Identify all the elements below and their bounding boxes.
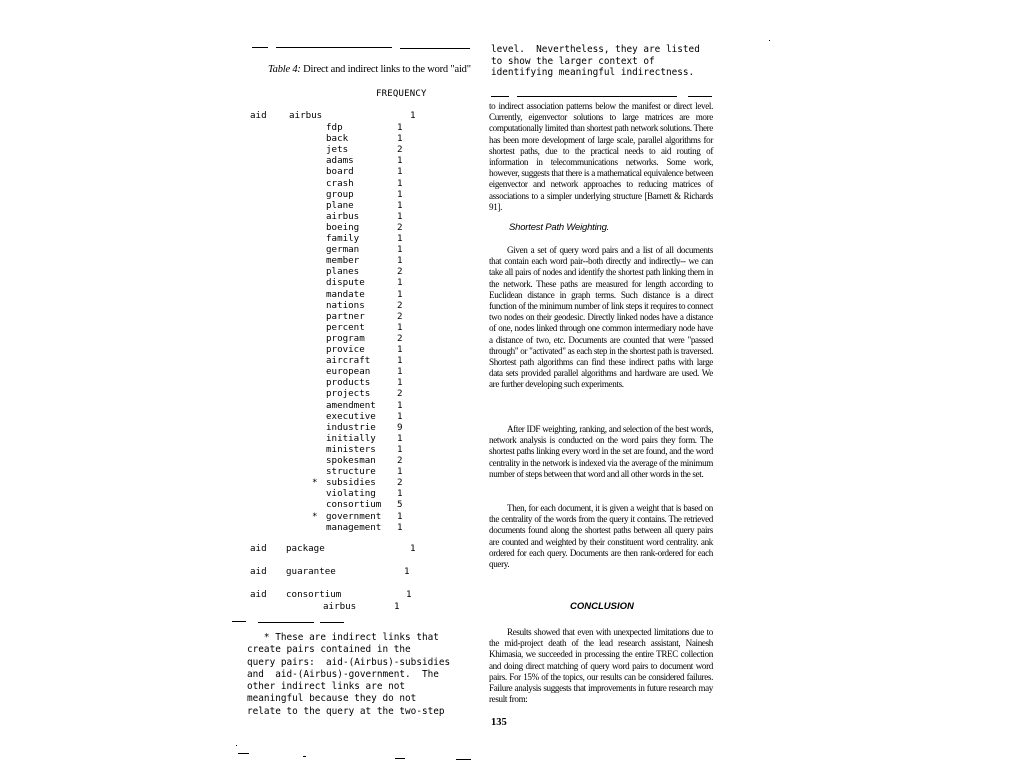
indirect-frequency: 1 bbox=[397, 210, 403, 222]
page-number: 135 bbox=[491, 717, 507, 728]
indirect-frequency: 2 bbox=[397, 266, 403, 278]
indirect-frequency: 1 bbox=[397, 344, 403, 355]
indirect-frequency: 1 bbox=[397, 244, 403, 256]
indirect-frequency: 1 bbox=[397, 188, 403, 200]
scan-rule bbox=[320, 622, 344, 623]
indirect-frequency: 1 bbox=[397, 488, 403, 500]
indirect-word: european bbox=[326, 366, 371, 378]
indirect-frequency: 2 bbox=[397, 332, 403, 344]
indirect-word: boeing bbox=[326, 221, 360, 233]
frequency-column-header: FREQUENCY bbox=[376, 89, 427, 99]
indirect-word: management bbox=[326, 521, 382, 533]
indirect-frequency: 1 bbox=[397, 122, 403, 133]
footnote-marker: * bbox=[312, 477, 318, 489]
linked-word: guarantee bbox=[286, 566, 336, 577]
paragraph: Results showed that even with unexpected limitations due to the mid-project death of the lead research assistant, Nainesh Khimasia, we succeeded in processing the entire TREC collection and doing direct matching of query word pairs to document word pairs. For 15% of the topics, our results can be considered failures. Failure analysis suggests that improvements in future research may result from: bbox=[489, 627, 713, 705]
indirect-word: crash bbox=[326, 177, 354, 189]
indirect-word: family bbox=[326, 233, 360, 244]
indirect-frequency: 1 bbox=[397, 432, 403, 444]
indirect-word: spokesman bbox=[326, 455, 376, 466]
indirect-frequency: 1 bbox=[397, 521, 403, 533]
query-word: aid bbox=[250, 566, 267, 577]
linked-word: consortium bbox=[286, 589, 342, 600]
indirect-frequency: 1 bbox=[394, 601, 400, 612]
indirect-frequency: 1 bbox=[397, 399, 403, 411]
scan-rule bbox=[252, 47, 268, 48]
section-heading-conclusion: CONCLUSION bbox=[570, 601, 634, 612]
link-frequency: 1 bbox=[406, 589, 412, 600]
scan-rule bbox=[517, 96, 677, 97]
indirect-frequency: 1 bbox=[397, 199, 403, 211]
query-word: aid bbox=[250, 543, 267, 554]
paragraph: Then, for each document, it is given a weight that is based on the centrality of the words from the query it contains. The retrieved documents found along the shortest paths between all query pairs are counted and weighted by their constituent word centrality. ank ordered for each query. Documents are then rank-ordered for each query. bbox=[489, 503, 713, 570]
table-caption bbox=[268, 64, 471, 75]
indirect-word: products bbox=[326, 377, 371, 389]
scan-speck bbox=[769, 40, 770, 41]
indirect-frequency: 1 bbox=[397, 321, 403, 333]
indirect-word: amendment bbox=[326, 399, 376, 411]
scan-rule bbox=[456, 759, 471, 760]
indirect-word: back bbox=[326, 133, 349, 145]
indirect-word: jets bbox=[326, 144, 349, 156]
indirect-word: industrie bbox=[326, 421, 376, 433]
indirect-word: percent bbox=[326, 321, 365, 333]
indirect-word: subsidies bbox=[326, 477, 376, 489]
indirect-frequency: 1 bbox=[397, 277, 403, 289]
indirect-word: program bbox=[326, 332, 365, 344]
scan-rule bbox=[258, 622, 314, 623]
indirect-word: planes bbox=[326, 266, 360, 278]
indirect-frequency: 1 bbox=[397, 233, 403, 244]
indirect-word: initially bbox=[326, 432, 376, 444]
indirect-word: executive bbox=[326, 410, 376, 422]
indirect-frequency: 5 bbox=[397, 499, 403, 511]
indirect-word: aircraft bbox=[326, 355, 371, 367]
indirect-word: board bbox=[326, 166, 354, 178]
indirect-frequency: 2 bbox=[397, 455, 403, 466]
indirect-frequency: 1 bbox=[397, 133, 403, 145]
indirect-word: provice bbox=[326, 344, 365, 355]
indirect-word: airbus bbox=[326, 210, 360, 222]
indirect-frequency: 2 bbox=[397, 144, 403, 156]
scan-rule bbox=[688, 96, 712, 97]
query-word: aid bbox=[250, 110, 267, 121]
scan-rule bbox=[491, 96, 509, 97]
linked-word: package bbox=[286, 543, 325, 554]
indirect-word: government bbox=[326, 510, 382, 522]
scan-rule bbox=[276, 47, 392, 48]
indirect-frequency: 1 bbox=[397, 177, 403, 189]
indirect-frequency: 1 bbox=[397, 377, 403, 389]
indirect-word: partner bbox=[326, 310, 365, 322]
indirect-frequency: 1 bbox=[397, 155, 403, 167]
indirect-word: consortium bbox=[326, 499, 382, 511]
table-caption-text: Direct and indirect links to the word "aid" bbox=[303, 64, 471, 75]
indirect-word: group bbox=[326, 188, 354, 200]
indirect-word: violating bbox=[326, 488, 376, 500]
scan-speck bbox=[236, 745, 237, 746]
indirect-word: member bbox=[326, 255, 360, 267]
scan-rule bbox=[238, 753, 249, 754]
indirect-frequency: 2 bbox=[397, 310, 403, 322]
indirect-frequency: 1 bbox=[397, 288, 403, 300]
indirect-word: mandate bbox=[326, 288, 365, 300]
scan-rule bbox=[400, 48, 470, 49]
indirect-frequency: 1 bbox=[397, 510, 403, 522]
indirect-frequency: 1 bbox=[397, 166, 403, 178]
scan-rule bbox=[395, 758, 405, 759]
link-frequency: 1 bbox=[410, 543, 416, 554]
indirect-frequency: 2 bbox=[397, 299, 403, 311]
indirect-frequency: 1 bbox=[397, 410, 403, 422]
query-word: aid bbox=[250, 589, 267, 600]
indirect-word: fdp bbox=[326, 122, 343, 133]
link-frequency: 1 bbox=[410, 110, 416, 121]
indirect-frequency: 1 bbox=[397, 355, 403, 367]
indirect-word: airbus bbox=[323, 601, 357, 612]
indirect-word: german bbox=[326, 244, 360, 256]
scan-rule bbox=[232, 621, 246, 622]
paragraph: After IDF weighting, ranking, and selection of the best words, network analysis is conducted on the word pairs they form. The shortest paths linking every word in the set are found, and the word centrality in the network is indexed via the average of the minimum number of steps between that word and all other words in the set. bbox=[489, 424, 713, 479]
indirect-frequency: 2 bbox=[397, 221, 403, 233]
indirect-word: nations bbox=[326, 299, 365, 311]
indirect-word: ministers bbox=[326, 443, 376, 455]
indirect-frequency: 1 bbox=[397, 443, 403, 455]
paragraph: to indirect association patterns below the manifest or direct level. Currently, eigenvector solutions to large matrices are more computationally limited than shortest path network solutions. There has been more development of large scale, parallel algorithms for shortest paths, due to the practical needs to aid routing of information in telecommunications networks. Some work, however, suggests that there is a mathematical equivalence between eigenvector and network approaches to reducing matrices of associations to a simpler underlying structure [Barnett & Richards 91]. bbox=[489, 101, 713, 212]
indirect-frequency: 2 bbox=[397, 388, 403, 400]
link-frequency: 1 bbox=[404, 566, 410, 577]
footnote-marker: * bbox=[312, 510, 318, 522]
indirect-word: plane bbox=[326, 199, 354, 211]
table-footnote: * These are indirect links that create pairs contained in the query pairs: aid-(Airbus)-subsidies and aid-(Airbus)-government. The other indirect links are not meaningful because they do not relate to the query at the two-step bbox=[247, 632, 451, 717]
scan-speck bbox=[303, 756, 306, 757]
section-heading-shortest-path: Shortest Path Weighting. bbox=[509, 222, 610, 233]
indirect-frequency: 1 bbox=[397, 466, 403, 478]
footnote-continued: level. Nevertheless, they are listed to show the larger context of identifying meaningful indirectness. bbox=[491, 44, 700, 79]
indirect-frequency: 1 bbox=[397, 366, 403, 378]
indirect-word: dispute bbox=[326, 277, 365, 289]
indirect-frequency: 9 bbox=[397, 421, 403, 433]
paragraph: Given a set of query word pairs and a list of all documents that contain each word pair--both directly and indirectly-- we can take all pairs of nodes and identify the shortest path linking them in the network. These paths are measured for length according to Euclidean distance in graph terms. Such distance is a direct function of the minimum number of link steps it requires to connect two nodes on their geodesic. Directly linked nodes have a distance of one, nodes linked through one common intermediary node have a distance of two, etc. Documents are counted that were "passed through" or "activated" as each step in the shortest path is traversed. Shortest path algorithms can find these indirect paths with large data sets provided parallel algorithms and hardware are used. We are further developing such experiments. bbox=[489, 245, 713, 390]
indirect-word: adams bbox=[326, 155, 354, 167]
indirect-word: projects bbox=[326, 388, 371, 400]
indirect-frequency: 2 bbox=[397, 477, 403, 489]
indirect-frequency: 1 bbox=[397, 255, 403, 267]
indirect-word: structure bbox=[326, 466, 376, 478]
linked-word: airbus bbox=[289, 110, 323, 121]
table-caption-label: Table 4: bbox=[268, 64, 301, 75]
